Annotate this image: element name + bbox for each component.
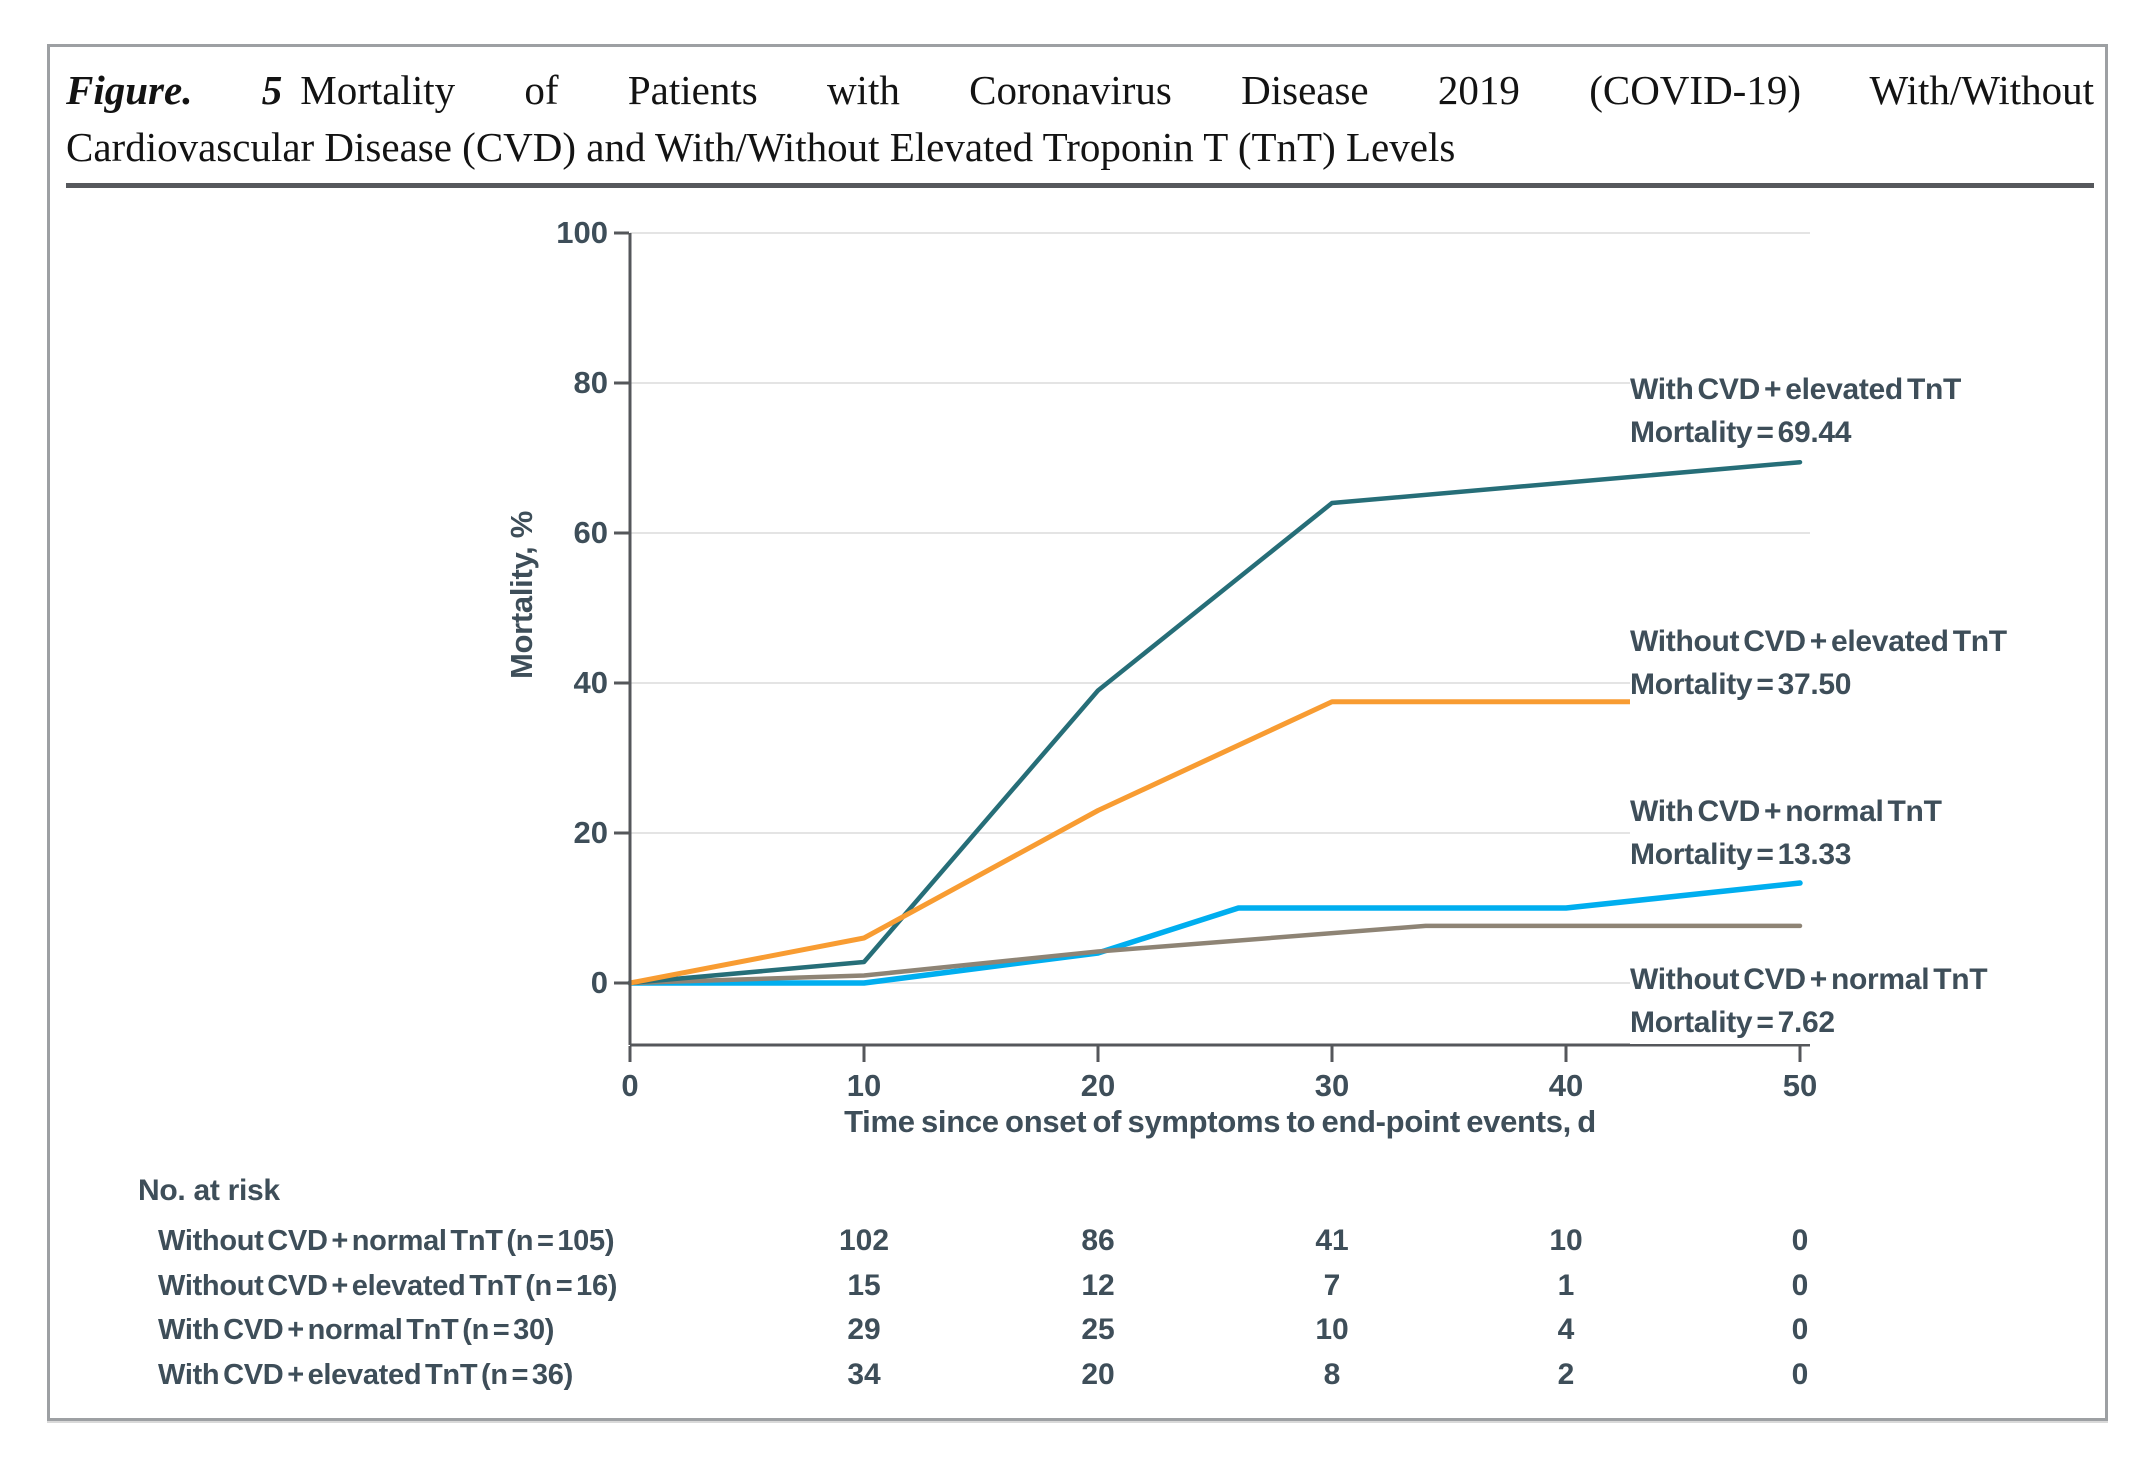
y-tick-label-0: 0 <box>590 965 608 1000</box>
annotation-with-cvd-elevated-tnt <box>1630 368 1971 454</box>
annotation-series-label: Without CVD + normal TnT <box>1630 963 1988 996</box>
figure-title <box>66 62 2094 176</box>
risk-value: 0 <box>1791 1269 1809 1302</box>
risk-value: 1 <box>1557 1269 1575 1302</box>
annotation-mortality-value: Mortality = 13.33 <box>1630 838 1852 871</box>
y-tick-label-100: 100 <box>556 215 608 250</box>
risk-value: 4 <box>1557 1313 1575 1346</box>
y-tick-label-40: 40 <box>573 665 608 700</box>
risk-row-label: Without CVD + normal TnT (n = 105) <box>158 1225 615 1257</box>
figure-title-text: Mortality of Patients with Coronavirus Disease 2019 (COVID-19) With/Without <box>300 67 2094 113</box>
risk-value: 102 <box>838 1224 890 1257</box>
risk-table-header: No. at risk <box>138 1174 280 1207</box>
x-axis-title: Time since onset of symptoms to end-point events, d <box>844 1104 1596 1139</box>
risk-value: 20 <box>1081 1358 1115 1391</box>
risk-value: 8 <box>1323 1358 1341 1391</box>
risk-value: 2 <box>1557 1358 1575 1391</box>
risk-row-label: Without CVD + elevated TnT (n = 16) <box>158 1270 618 1302</box>
series-line-3 <box>630 926 1800 983</box>
y-tick-label-60: 60 <box>573 515 608 550</box>
series-line-0 <box>630 462 1800 983</box>
risk-value: 0 <box>1791 1313 1809 1346</box>
risk-value: 34 <box>847 1358 881 1391</box>
risk-value: 10 <box>1549 1224 1583 1257</box>
annotation-mortality-value: Mortality = 7.62 <box>1630 1006 1835 1039</box>
annotation-mortality-value: Mortality = 37.50 <box>1630 668 1852 701</box>
risk-row-label: With CVD + elevated TnT (n = 36) <box>158 1359 573 1391</box>
figure-title-line1 <box>66 62 2094 119</box>
figure-title-line2: Cardiovascular Disease (CVD) and With/Without Elevated Troponin T (TnT) Levels <box>66 124 1456 170</box>
risk-value: 0 <box>1791 1358 1809 1391</box>
annotation-without-cvd-normal-tnt <box>1630 958 1997 1044</box>
x-tick-label-50: 50 <box>1782 1068 1818 1103</box>
risk-value: 86 <box>1081 1224 1115 1257</box>
risk-value: 41 <box>1315 1224 1349 1257</box>
annotation-without-cvd-elevated-tnt <box>1630 620 2017 706</box>
title-divider-rule <box>66 183 2094 188</box>
figure-number-label: Figure. 5 <box>66 67 283 113</box>
x-tick-label-0: 0 <box>621 1068 639 1103</box>
y-tick-label-80: 80 <box>573 365 608 400</box>
risk-value: 7 <box>1323 1269 1341 1302</box>
annotation-mortality-value: Mortality = 69.44 <box>1630 416 1852 449</box>
annotation-series-label: With CVD + elevated TnT <box>1630 373 1962 406</box>
risk-value: 25 <box>1081 1313 1115 1346</box>
risk-value: 0 <box>1791 1224 1809 1257</box>
annotation-series-label: With CVD + normal TnT <box>1630 795 1942 828</box>
y-axis-title: Mortality, % <box>504 510 539 680</box>
x-tick-label-40: 40 <box>1548 1068 1584 1103</box>
y-tick-label-20: 20 <box>573 815 608 850</box>
risk-value: 29 <box>847 1313 881 1346</box>
risk-row-label: With CVD + normal TnT (n = 30) <box>158 1314 555 1346</box>
annotation-series-label: Without CVD + elevated TnT <box>1630 625 2007 658</box>
annotation-with-cvd-normal-tnt <box>1630 790 1952 876</box>
risk-value: 10 <box>1315 1313 1349 1346</box>
risk-value: 12 <box>1081 1269 1115 1302</box>
x-tick-label-10: 10 <box>846 1068 882 1103</box>
x-tick-label-30: 30 <box>1314 1068 1350 1103</box>
x-tick-label-20: 20 <box>1080 1068 1116 1103</box>
risk-value: 15 <box>847 1269 881 1302</box>
